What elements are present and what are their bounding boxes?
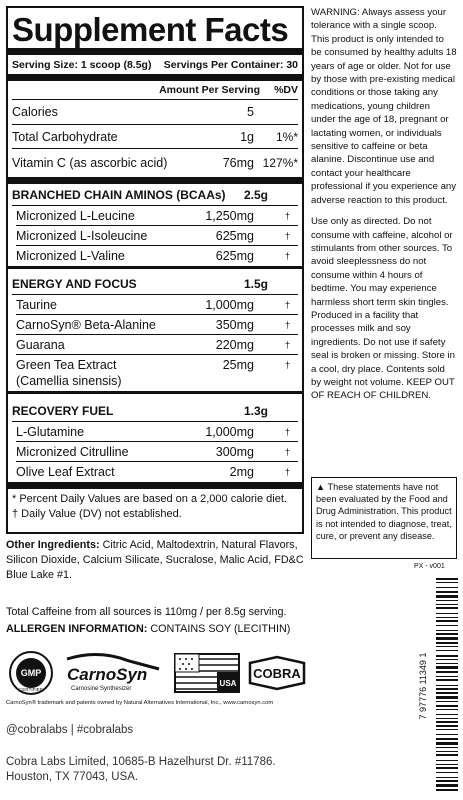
cobra-text: COBRA — [253, 666, 301, 681]
barcode-bar — [436, 630, 458, 631]
nutrient-amount: 76mg — [222, 156, 254, 170]
nutrient-name: Total Carbohydrate — [12, 129, 118, 144]
barcode-bar — [436, 729, 458, 730]
barcode-bar — [436, 666, 458, 669]
ingredient-row — [16, 355, 298, 391]
caffeine-statement: Total Caffeine from all sources is 110mg / per 8.5g serving. — [6, 606, 287, 618]
company-address — [6, 755, 276, 785]
ingredient-name-line2: (Camellia sinensis) — [16, 374, 122, 388]
serving-info — [12, 55, 298, 74]
barcode-bar — [436, 578, 458, 580]
ingredient-row — [16, 226, 298, 246]
ingredient-amount: 300mg — [215, 444, 254, 459]
serving-size: Serving Size: 1 scoop (8.5g) — [12, 59, 152, 71]
barcode-bar — [436, 709, 458, 710]
ingredient-name — [16, 357, 184, 389]
ingredient-row — [16, 246, 298, 266]
address-line1: Cobra Labs Limited, 10685-B Hazelhurst Dr. #11786. — [6, 756, 276, 768]
ingredient-dv: † — [284, 210, 290, 221]
address-line2: Houston, TX 77043, USA. — [6, 771, 139, 783]
ingredient-name: Micronized L-Valine — [16, 249, 125, 263]
column-header — [12, 81, 298, 100]
px-code: PX - v001 — [414, 563, 445, 570]
ingredient-name: Taurine — [16, 297, 57, 312]
warning-paragraph: WARNING: Always assess your tolerance with a single scoop. This product is only intended to be consumed by healthy adults 18 years of age or older. Not for use by those with pre-existing medical conditions or those taking any medications, young children under the age of 18, pregnant or lactating women, or individuals sensitive to caffeine or beta alanine. Discontinue use and contact your healthcare professional if you experience any adverse reaction to this product. — [311, 7, 457, 206]
section-amount: 1.3g — [244, 403, 269, 418]
ingredient-amount: 25mg — [222, 358, 254, 372]
gmp-logo — [8, 650, 54, 696]
trademark-notice: CarnoSyn® trademark and patents owned by Natural Alternatives International, Inc., www.carnosyn.com — [6, 700, 274, 706]
ingredient-dv: † — [284, 426, 290, 437]
barcode-bar — [436, 600, 458, 601]
barcode-bar — [436, 780, 458, 782]
barcode-bar — [436, 767, 458, 769]
barcode-bar — [436, 617, 458, 618]
ingredient-name: Olive Leaf Extract — [16, 465, 115, 479]
divider — [8, 177, 302, 184]
barcode-bar — [436, 642, 458, 644]
ingredient-amount: 625mg — [215, 249, 254, 263]
ingredient-dv: † — [284, 339, 290, 350]
other-ingredients-text: Citric Acid, Maltodextrin, Natural Flavors, Silicon Dioxide, Calcium Silicate, Sucralose, Malic Acid, FD&C Blue Lake #1. — [6, 539, 304, 581]
dv-header: %DV — [274, 84, 298, 96]
barcode-bar — [436, 692, 458, 694]
barcode-bar — [436, 747, 458, 748]
barcode-bar — [436, 696, 458, 699]
ingredient-amount: 1,000mg — [205, 424, 254, 439]
ingredient-amount: 220mg — [215, 337, 254, 352]
ingredient-name: Guarana — [16, 337, 65, 352]
divider — [8, 482, 302, 489]
divider — [8, 391, 302, 394]
barcode-bar — [436, 655, 458, 657]
barcode-bar — [436, 587, 458, 588]
ingredient-dv: † — [284, 446, 290, 457]
nutrient-amount: 5 — [247, 105, 254, 119]
barcode-bar — [436, 637, 458, 640]
barcode-bar — [436, 607, 458, 609]
barcode-bar — [436, 705, 458, 707]
ingredient-dv: † — [284, 319, 290, 330]
barcode-bar — [436, 671, 458, 673]
barcode-bar — [436, 613, 458, 614]
ingredient-dv: † — [284, 230, 290, 241]
barcode-bar — [436, 582, 458, 583]
barcode-bar — [436, 688, 458, 690]
footnote-dv: * Percent Daily Values are based on a 2,000 calorie diet. — [12, 493, 287, 505]
ingredient-name-line1: Green Tea Extract — [16, 358, 117, 372]
barcode-bar — [436, 777, 458, 778]
barcode-bar — [436, 764, 458, 765]
supplement-facts-panel — [6, 6, 304, 534]
barcode-bar — [436, 591, 458, 593]
ingredient-name: Micronized L-Leucine — [16, 208, 135, 223]
nutrient-row — [12, 149, 298, 177]
ingredient-amount: 1,250mg — [205, 208, 254, 223]
allergen-text: CONTAINS SOY (LECITHIN) — [147, 623, 291, 635]
allergen-label: ALLERGEN INFORMATION: — [6, 623, 148, 635]
barcode-bar — [436, 676, 458, 677]
section-name: BRANCHED CHAIN AMINOS (BCAAs) — [12, 187, 226, 202]
barcode-bar — [436, 751, 458, 752]
carnosyn-sub-text: Carnosine Synthesizer — [70, 686, 132, 692]
section-amount: 1.5g — [244, 276, 269, 291]
barcode-bar — [436, 659, 458, 660]
usa-flag-logo — [173, 650, 241, 696]
ingredient-dv: † — [284, 251, 290, 261]
ingredient-name: Micronized L-Isoleucine — [16, 228, 148, 243]
nutrient-name: Calories — [12, 105, 58, 119]
ingredient-amount: 625mg — [215, 228, 254, 243]
ingredient-row — [16, 462, 298, 482]
section-header — [12, 273, 298, 295]
fda-disclaimer: ▲ These statements have not been evaluated by the Food and Drug Administration. This product is not intended to diagnose, treat, cure, or prevent any disease. — [311, 477, 457, 559]
barcode-bar — [436, 718, 458, 719]
barcode-bar — [436, 650, 458, 651]
barcode-bar — [436, 789, 458, 791]
nutrient-dv: 127%* — [262, 156, 298, 170]
barcode-bar — [436, 772, 458, 773]
carnosyn-text: CarnoSyn — [66, 665, 147, 684]
barcode-bar — [436, 620, 458, 622]
nutrient-dv: 1%* — [275, 129, 298, 144]
ingredient-row — [16, 206, 298, 226]
barcode-bar — [436, 721, 458, 723]
nutrient-amount: 1g — [240, 129, 254, 144]
gmp-sub-text: CERTIFIED — [19, 687, 43, 692]
servings-per-container: Servings Per Container: 30 — [163, 59, 298, 71]
section-amount: 2.5g — [244, 187, 269, 202]
divider — [8, 48, 302, 55]
nutrient-row — [12, 125, 298, 149]
barcode-bar — [436, 714, 458, 715]
logo-strip — [8, 648, 308, 698]
footnote-dagger: † Daily Value (DV) not established. — [12, 508, 182, 520]
ingredient-row — [16, 315, 298, 335]
barcode-bar — [436, 625, 458, 626]
barcode-bar — [436, 604, 458, 605]
ingredient-name: L-Glutamine — [16, 424, 85, 439]
ingredient-dv: † — [284, 299, 290, 310]
barcode-bar — [436, 784, 458, 787]
barcode-bar — [436, 595, 458, 598]
carnosyn-logo — [59, 651, 169, 695]
barcode-bar — [436, 760, 458, 761]
nutrient-row — [12, 100, 298, 125]
ingredient-name: CarnoSyn® Beta-Alanine — [16, 317, 156, 332]
divider — [8, 266, 302, 269]
ingredient-row — [16, 335, 298, 355]
barcode-bar — [436, 742, 458, 745]
barcode-bar — [436, 633, 458, 635]
gmp-text: GMP — [20, 668, 42, 678]
other-ingredients-label: Other Ingredients: — [6, 539, 100, 551]
panel-title: Supplement Facts — [12, 11, 289, 48]
section-header — [12, 184, 298, 206]
social-handles: @cobralabs | #cobralabs — [6, 724, 134, 736]
footnotes — [12, 489, 298, 522]
barcode-bar — [436, 646, 458, 647]
ingredient-row — [16, 442, 298, 462]
barcode-bar — [436, 754, 458, 756]
section-name: RECOVERY FUEL — [12, 403, 114, 418]
barcode-bar — [436, 738, 458, 740]
other-ingredients — [6, 538, 304, 583]
ingredient-row — [16, 295, 298, 315]
barcode-bar — [436, 679, 458, 681]
barcode-bar — [436, 663, 458, 664]
ingredient-amount: 1,000mg — [205, 297, 254, 312]
barcode-bar — [436, 734, 458, 735]
ingredient-dv: † — [284, 467, 290, 477]
warning-text — [311, 6, 457, 411]
barcode-digits: 7 97776 11349 1 — [418, 652, 428, 720]
ingredient-dv: † — [284, 360, 290, 370]
divider — [8, 74, 302, 81]
ingredient-amount: 350mg — [215, 317, 254, 332]
ingredient-amount: 2mg — [229, 465, 254, 479]
barcode-bar — [436, 701, 458, 702]
usage-paragraph: Use only as directed. Do not consume with caffeine, alcohol or stimulants from other sources. To avoid sleeplessness do not consume within 4 hours of bedtime. You may experience harmless short term skin tingles. Produced in a facility that processes milk and soy ingredients. Do not use if safety seal is broken or missing. Store in a cool, dry place. Contents sold by weight not volume. KEEP OUT OF REACH OF CHILDREN. — [311, 216, 455, 402]
usa-text: USA — [219, 679, 237, 688]
section-header — [12, 400, 298, 422]
ingredient-name: Micronized Citrulline — [16, 444, 129, 459]
barcode-bar — [436, 685, 458, 686]
cobra-logo — [246, 653, 308, 693]
amount-header: Amount Per Serving — [159, 84, 260, 96]
barcode — [420, 574, 460, 798]
allergen-info — [6, 623, 326, 635]
nutrient-name: Vitamin C (as ascorbic acid) — [12, 156, 168, 170]
section-name: ENERGY AND FOCUS — [12, 276, 137, 291]
barcode-bar — [436, 725, 458, 727]
ingredient-row — [16, 422, 298, 442]
